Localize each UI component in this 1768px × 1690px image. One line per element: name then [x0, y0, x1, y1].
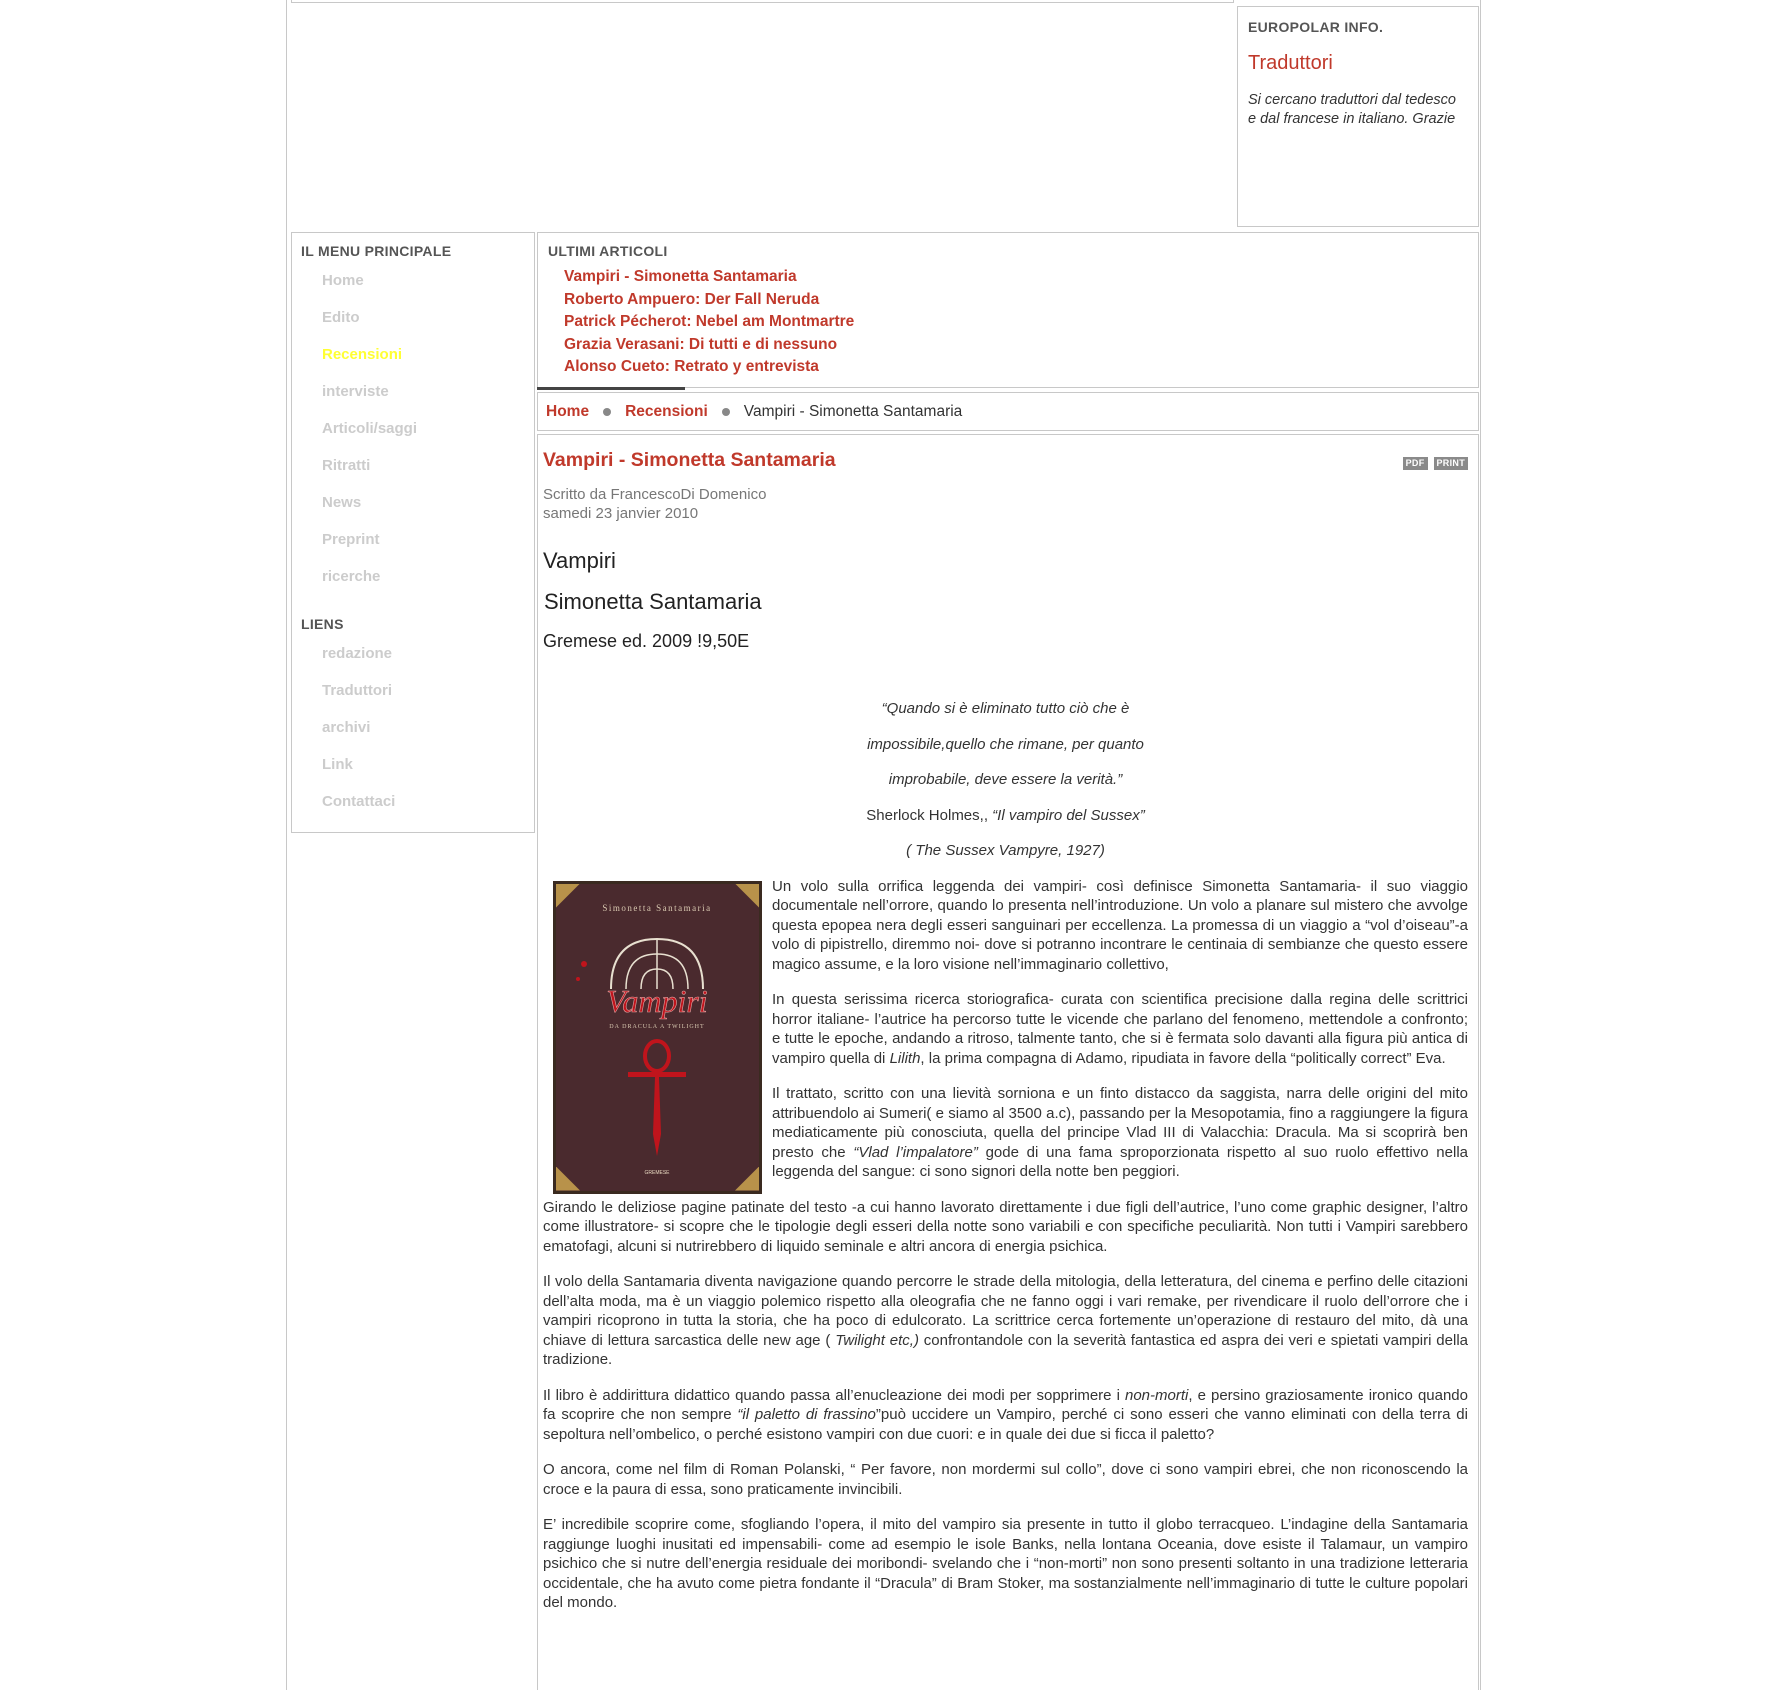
article-author: Scritto da FrancescoDi Domenico	[543, 486, 767, 503]
latest-articles-list	[548, 266, 1468, 379]
top-banner	[291, 0, 1234, 3]
article-paragraph: O ancora, come nel film di Roman Polanski, “ Per favore, non mordermi sul collo”, dove ci sono vampiri ebrei, che non riconoscendo la croce e la paura di essa, sono praticamente invincibili.	[543, 1461, 1468, 1498]
cover-artwork	[556, 884, 759, 1191]
article-paragraph: Girando le deliziose pagine patinate del testo -a cui hanno lavorato direttamente i due figli dell’autrice, l’uno come graphic designer, l’altro come illustratore- si scopre che le tipologie degli esseri della notte sono variabili e con specifiche peculiarità. Non tutti i Vampiri sarebbero ematofagi, alcuni si nutrirebbero di liquido seminale e altri ancora di energia psichica.	[543, 1198, 1468, 1255]
menu-item-recensioni[interactable]: Recensioni	[322, 346, 403, 363]
quote-line: “Quando si è eliminato tutto ciò che è	[881, 700, 1130, 717]
cover-ankh-bar	[628, 1072, 686, 1077]
article-paragraph: Il libro è addirittura didattico quando passa all’enucleazione dei modi per sopprimere i non-morti, e persino graziosamente ironico quando fa scoprire che non sempre “il paletto di frassino”può uccidere un Vampiro, perché ci sono esseri che vanno eliminati con della terra di sepoltura nell’ombelico, o perché esistono vampiri con due cuori: e in quale dei due si ficca il paletto?	[543, 1386, 1468, 1443]
breadcrumb-section-link[interactable]: Recensioni	[625, 402, 708, 420]
latest-article-link[interactable]: Patrick Pécherot: Nebel am Montmartre	[564, 313, 855, 330]
menu-item-ricerche[interactable]: ricerche	[322, 568, 381, 585]
breadcrumb	[537, 392, 1479, 431]
liens-item-archivi[interactable]: archivi	[322, 719, 371, 736]
europolar-info-box	[1237, 6, 1479, 227]
cover-blood-drop	[581, 961, 587, 967]
liens-list	[301, 644, 534, 829]
book-author: Simonetta Santamaria	[544, 589, 762, 614]
pdf-icon[interactable]: PDF	[1403, 457, 1428, 470]
article-paragraph: In questa serissima ricerca storiografica- curata con scientifica precisione dalla regina delle scrittrici horror italiane- l’autrice ha percorso tutte le vicende che parlano del fenomeno, mettendole a confronto; e tutte le epoche, andando a ritroso, talmente tanto, che si è fermata solo davanti alla figura più antica di vampiro quella di Lilith, la prima compagna di Adamo, ripudiata in favore della “politically correct” Eva.	[772, 991, 1468, 1067]
book-publisher: Gremese ed. 2009 !9,50E	[543, 631, 750, 651]
quote-line: improbabile, deve essere la verità.”	[888, 771, 1123, 788]
menu-item-home[interactable]: Home	[322, 272, 364, 289]
article-paragraph: Il volo della Santamaria diventa navigazione quando percorre le strade della mitologia, della letteratura, del cinema e perfino delle citazioni dell’alta moda, ma è un viaggio polemico rispetto alla oleografia che ne fanno oggi i vari remake, per rivendicare il ruolo dell’orrore che i vampiri ricoprono in tutta la storia, che ha poco di edulcorato. La scrittrice cerca fortemente un’operazione di restauro del mito, dà una chiave di lettura sarcastica delle new age ( Twilight etc,) confrontandole con la severità fantastica ed aspra dei veri e spietati vampiri della tradizione.	[543, 1273, 1468, 1368]
article-paragraph: Un volo sulla orrifica leggenda dei vampiri- così definisce Simonetta Santamaria- il suo viaggio documentale nell’orrore, quando lo presenta nell’introduzione. Un volo a planare sul mistero che avvolge questa epopea nera degli esseri sanguinari per eccellenza. La promessa di un viaggio a “vol d’oiseau”-a volo di pipistrello, diremmo noi- dove si potranno incontrare le centinaia di sembianze che questo essere magico assume, e la loro visione nell’immaginario collettivo,	[772, 877, 1468, 973]
liens-heading: LIENS	[301, 616, 344, 632]
article-icons	[1403, 457, 1468, 470]
breadcrumb-home-link[interactable]: Home	[546, 402, 590, 420]
breadcrumb-current: Vampiri - Simonetta Santamaria	[743, 402, 963, 420]
epigraph-quote	[543, 699, 1468, 877]
breadcrumb-separator-icon	[603, 408, 611, 416]
article-paragraph: Il trattato, scritto con una lievità sorniona e un finto distacco da saggista, narra delle origini del mito attribuendolo ai Sumeri( e siamo al 3500 a.c), passando per la Mesopotamia, fino a raggiungere la figura mediaticamente più conosciuta, quella del principe Vlad III di Valacchia: Dracula. Ma si scoprirà ben presto che “Vlad l’impalatore” gode di una fama sproporzionata rispetto al suo ruolo effettivo nella leggenda del sangue: ci sono signori della notte ben peggiori.	[772, 1085, 1468, 1180]
liens-item-contattaci[interactable]: Contattaci	[322, 793, 396, 810]
latest-article-link[interactable]: Alonso Cueto: Retrato y entrevista	[564, 358, 819, 375]
cover-ankh-loop	[645, 1041, 669, 1071]
tab-indicator	[537, 387, 685, 390]
cover-publisher: GREMESE	[644, 1169, 670, 1176]
menu-item-articoli-saggi[interactable]: Articoli/saggi	[322, 420, 418, 437]
article-meta	[543, 485, 1468, 523]
print-icon[interactable]: PRINT	[1434, 457, 1469, 470]
europolar-text: Si cercano traduttori dal tedesco e dal francese in italiano. Grazie	[1248, 92, 1456, 127]
cover-subtitle: DA DRACULA A TWILIGHT	[609, 1023, 705, 1030]
article-body	[543, 877, 1468, 1613]
quote-attribution	[543, 806, 1468, 842]
liens-item-traduttori[interactable]: Traduttori	[322, 682, 392, 699]
menu-item-edito[interactable]: Edito	[322, 309, 360, 326]
article-paragraph: E’ incredibile scoprire come, sfogliando l’opera, il mito del vampiro sia presente in tutto il globo terracqueo. L’indagine della Santamaria raggiunge luoghi inusitati ed impensabili- come ad esempio le isole Banks, nella lontana Oceania, dove esiste il Talamaur, un vampiro psichico che si nutre dell’energia residuale dei moribondi- svelando che i “non-morti” non sono presenti soltanto in una tradizione letteraria occidentale, che ha avuto come pietra fondante il “Dracula” di Bram Stoker, ma sostanzialmente nell’immaginario di tutte le culture popolari del mondo.	[543, 1516, 1468, 1611]
article	[537, 434, 1479, 1690]
menu-item-news[interactable]: News	[322, 494, 362, 511]
liens-item-link[interactable]: Link	[322, 756, 353, 773]
breadcrumb-separator-icon	[722, 408, 730, 416]
main-menu-list	[301, 271, 534, 604]
page-frame	[286, 0, 1481, 1690]
cover-ankh-blade	[653, 1077, 661, 1156]
book-cover-image	[553, 881, 762, 1194]
liens-item-redazione[interactable]: redazione	[322, 645, 393, 662]
menu-item-preprint[interactable]: Preprint	[322, 531, 380, 548]
main-menu	[291, 232, 535, 833]
cover-title: Vampiri	[606, 982, 708, 1019]
menu-item-ritratti[interactable]: Ritratti	[322, 457, 371, 474]
europolar-title-link[interactable]: Traduttori	[1248, 52, 1333, 74]
latest-article-link[interactable]: Grazia Verasani: Di tutti e di nessuno	[564, 335, 838, 353]
latest-article-link[interactable]: Roberto Ampuero: Der Fall Neruda	[564, 290, 820, 308]
menu-item-interviste[interactable]: interviste	[322, 383, 389, 400]
latest-articles-box	[537, 232, 1479, 388]
article-header	[543, 449, 1468, 472]
latest-articles-heading: ULTIMI ARTICOLI	[548, 243, 668, 259]
cover-author: Simonetta Santamaria	[602, 902, 712, 913]
article-title[interactable]: Vampiri - Simonetta Santamaria	[543, 449, 836, 471]
quote-line: impossibile,quello che rimane, per quanto	[867, 735, 1144, 753]
book-title: Vampiri	[543, 548, 616, 573]
article-date: samedi 23 janvier 2010	[543, 505, 699, 522]
quote-attribution-work: “Il vampiro del Sussex”	[992, 806, 1145, 824]
quote-source: ( The Sussex Vampyre, 1927)	[906, 842, 1105, 859]
latest-article-link[interactable]: Vampiri - Simonetta Santamaria	[564, 268, 797, 285]
europolar-heading: EUROPOLAR INFO.	[1248, 19, 1384, 35]
main-menu-heading: IL MENU PRINCIPALE	[301, 243, 452, 259]
quote-attribution-name: Sherlock Holmes,,	[866, 806, 993, 824]
cover-blood-drop	[576, 977, 580, 981]
